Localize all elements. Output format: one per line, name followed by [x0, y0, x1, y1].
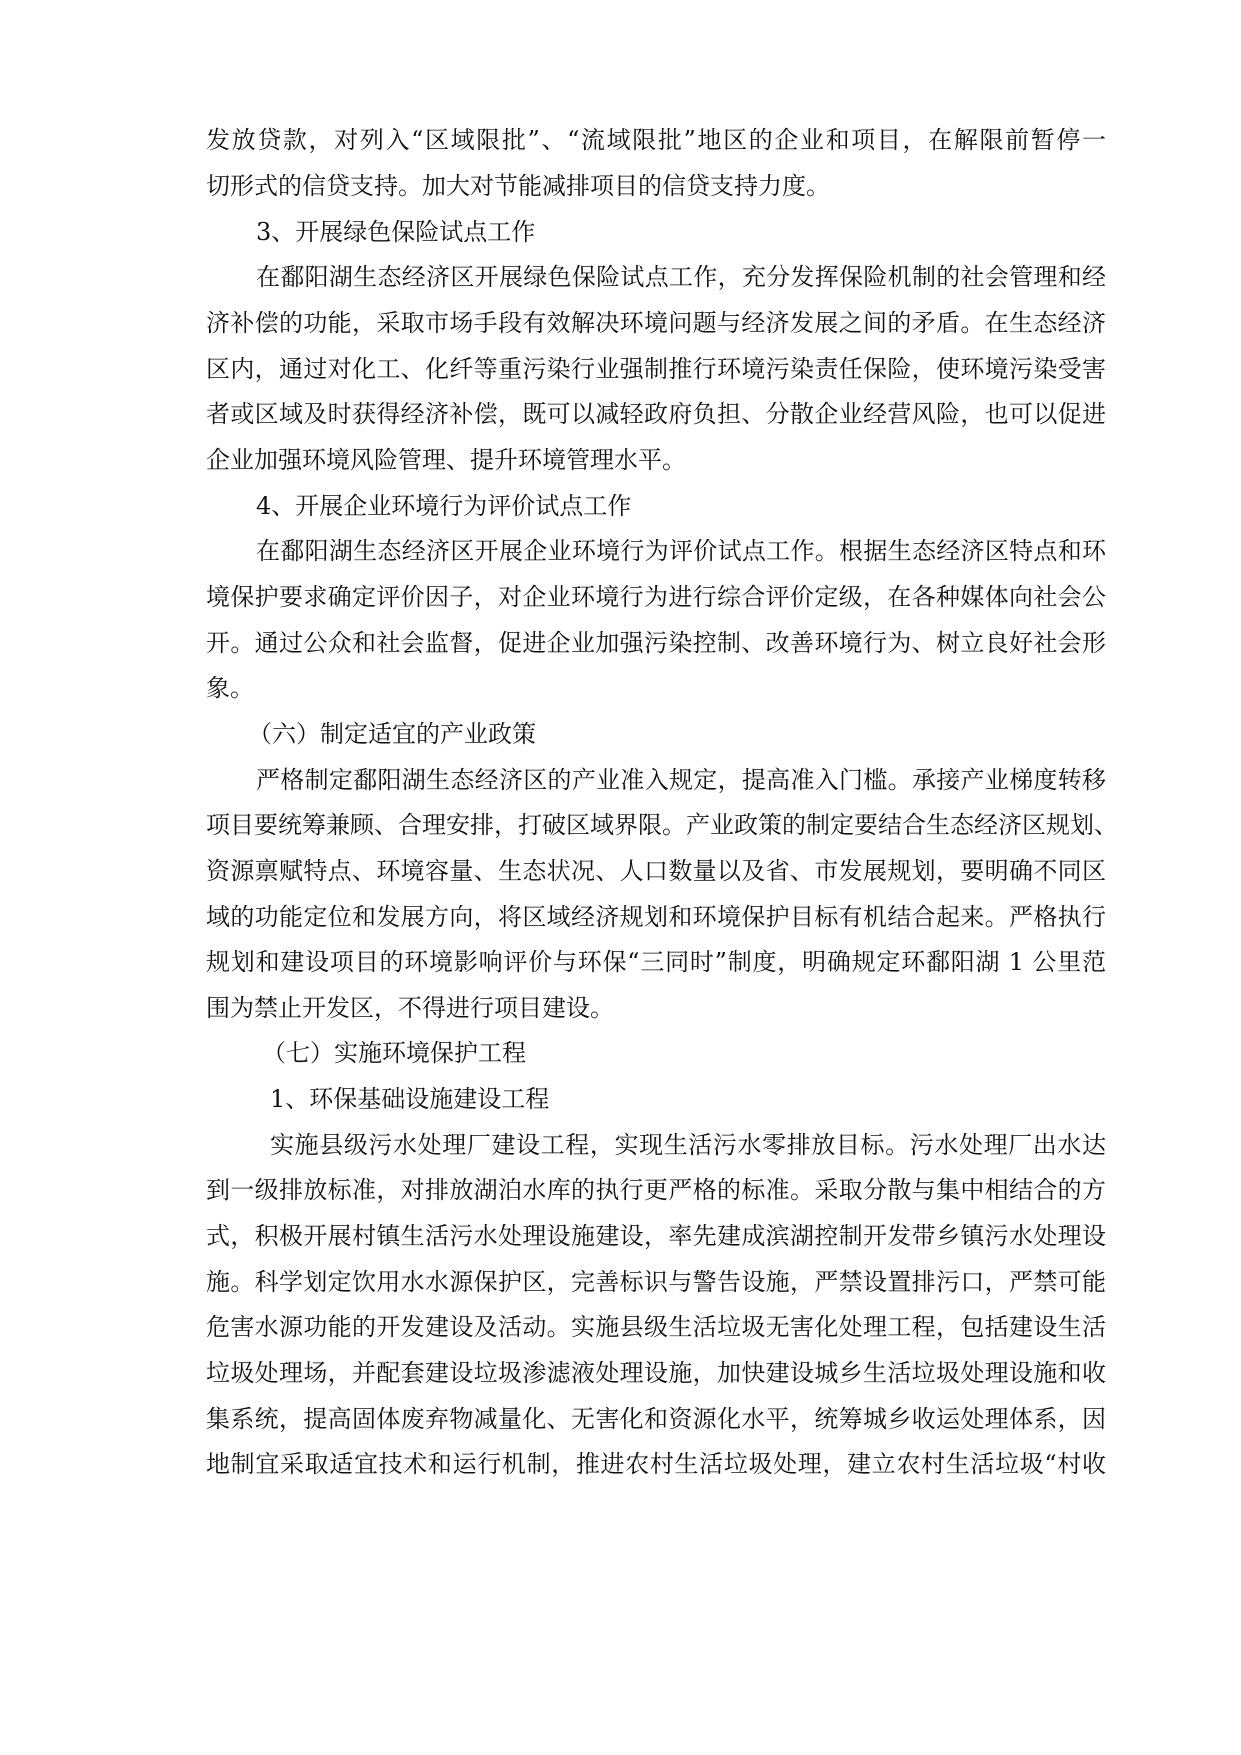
- text-line: 象。: [206, 674, 254, 702]
- text-line: 境保护要求确定评价因子，对企业环境行为进行综合评价定级，在各种媒体向社会公: [206, 583, 1106, 611]
- text-line: 危害水源功能的开发建设及活动。实施县级生活垃圾无害化处理工程，包括建设生活: [206, 1313, 1106, 1341]
- text-line: 地制宜采取适宜技术和运行机制，推进农村生活垃圾处理，建立农村生活垃圾“村收: [206, 1450, 1106, 1478]
- section-heading: 1、环保基础设施建设工程: [270, 1085, 550, 1113]
- text-line: 集系统，提高固体废弃物减量化、无害化和资源化水平，统筹城乡收运处理体系，因: [206, 1405, 1106, 1433]
- text-line: 资源禀赋特点、环境容量、生态状况、人口数量以及省、市发展规划，要明确不同区: [206, 857, 1106, 885]
- text-line: 在鄱阳湖生态经济区开展企业环境行为评价试点工作。根据生态经济区特点和环: [256, 537, 1106, 565]
- text-line: 严格制定鄱阳湖生态经济区的产业准入规定，提高准入门槛。承接产业梯度转移: [256, 766, 1106, 794]
- text-line: 开。通过公众和社会监督，促进企业加强污染控制、改善环境行为、树立良好社会形: [206, 629, 1106, 657]
- text-line: 实施县级污水处理厂建设工程，实现生活污水零排放目标。污水处理厂出水达: [270, 1131, 1106, 1159]
- text-line: 发放贷款，对列入“区域限批”、“流域限批”地区的企业和项目，在解限前暂停一: [206, 126, 1106, 154]
- section-heading: 4、开展企业环境行为评价试点工作: [256, 492, 632, 520]
- text-line: 到一级排放标准，对排放湖泊水库的执行更严格的标准。采取分散与集中相结合的方: [206, 1176, 1106, 1204]
- text-line: 围为禁止开发区，不得进行项目建设。: [206, 994, 614, 1022]
- text-line: 者或区域及时获得经济补偿，既可以减轻政府负担、分散企业经营风险，也可以促进: [206, 400, 1106, 428]
- text-line: 规划和建设项目的环境影响评价与环保“三同时”制度，明确规定环鄱阳湖 1 公里范: [206, 948, 1106, 976]
- section-heading: 3、开展绿色保险试点工作: [256, 218, 536, 246]
- text-line: 区内，通过对化工、化纤等重污染行业强制推行环境污染责任保险，使环境污染受害: [206, 355, 1106, 383]
- section-heading: （六）制定适宜的产业政策: [248, 720, 536, 748]
- text-line: 在鄱阳湖生态经济区开展绿色保险试点工作，充分发挥保险机制的社会管理和经: [256, 263, 1106, 291]
- text-line: 项目要统筹兼顾、合理安排，打破区域界限。产业政策的制定要结合生态经济区规划、: [206, 811, 1118, 839]
- text-line: 式，积极开展村镇生活污水处理设施建设，率先建成滨湖控制开发带乡镇污水处理设: [206, 1222, 1106, 1250]
- text-line: 域的功能定位和发展方向，将区域经济规划和环境保护目标有机结合起来。严格执行: [206, 903, 1106, 931]
- text-line: 企业加强环境风险管理、提升环境管理水平。: [206, 446, 686, 474]
- text-line: 切形式的信贷支持。加大对节能减排项目的信贷支持力度。: [206, 172, 830, 200]
- text-line: 施。科学划定饮用水水源保护区，完善标识与警告设施，严禁设置排污口，严禁可能: [206, 1268, 1106, 1296]
- text-line: 垃圾处理场，并配套建设垃圾渗滤液处理设施，加快建设城乡生活垃圾处理设施和收: [206, 1359, 1106, 1387]
- text-line: 济补偿的功能，采取市场手段有效解决环境问题与经济发展之间的矛盾。在生态经济: [206, 309, 1106, 337]
- section-heading: （七）实施环境保护工程: [262, 1039, 526, 1067]
